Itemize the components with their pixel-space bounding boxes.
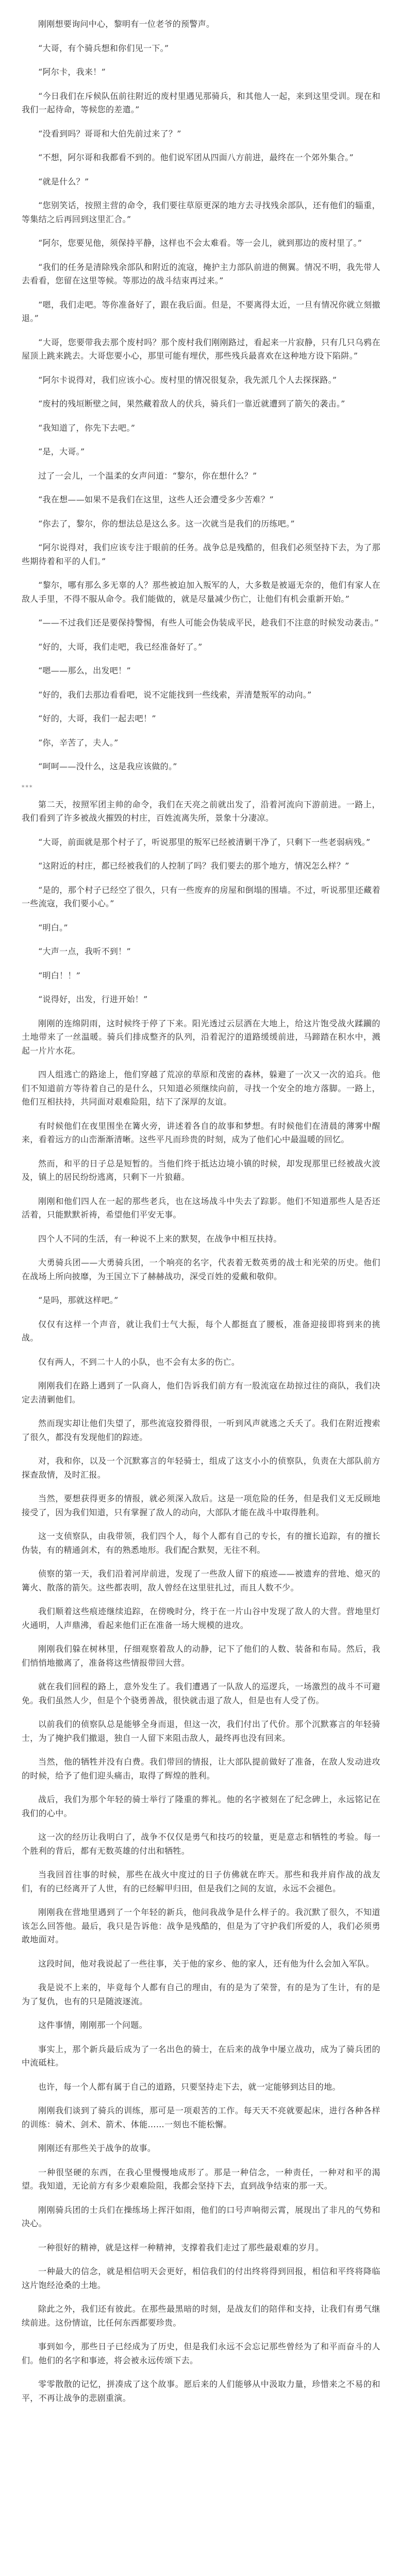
story-paragraph: “呵呵——没什么，这是我应该做的。”: [38, 761, 177, 771]
story-paragraph: 当我回首往事的时候，那些在战火中度过的日子仿佛就在昨天。那些和我并肩作战的战友们，有的已经离开了人世，有的已经解甲归田，但是我们之间的友谊，永远不会褪色。: [22, 1870, 380, 1893]
story-paragraph: “阿尔，您要见他，须保持平静，这样也不会太难看。等一会儿，就到那边的废村里了。”: [38, 238, 362, 248]
story-paragraph: “不想，阿尔哥和我都看不到的。他们说军团从四面八方前进，最终在一个郊外集合。”: [38, 152, 354, 162]
story-paragraph: 刚刚我们谈到了骑兵的训练，那可是一项艰苦的工作。每天天不亮就要起床，进行各种各样的训练：骑术、剑术、箭术、体能……一刻也不能松懈。: [22, 2106, 380, 2129]
story-paragraph: “黎尔，哪有那么多无辜的人？那些被迫加入叛军的人，大多数是被逼无奈的，他们有家人在敌人手里，不得不服从命令。我们能做的，就是尽量减少伤亡，让他们有机会重新开始。”: [22, 580, 380, 604]
story-paragraph: 也许，每一个人都有属于自己的道路，只要坚持走下去，就一定能够到达目的地。: [38, 2081, 341, 2092]
story-paragraph: “是，大哥。”: [38, 447, 85, 456]
story-paragraph: “好的，我们去那边看看吧，说不定能找到一些线索，弄清楚叛军的动向。”: [38, 689, 312, 700]
story-paragraph: “大哥，有个骑兵想和你们见一下。”: [38, 43, 169, 53]
story-paragraph: 刚刚还有那些关于战争的故事。: [38, 2143, 156, 2153]
story-paragraph: “你，辛苦了，夫人。”: [38, 737, 119, 748]
story-paragraph: 一种最大的信念，就是相信明天会更好，相信我们的付出终将得到回报，相信和平终将降临这片饱经沧桑的土地。: [22, 2266, 380, 2290]
story-paragraph: “大哥，您要带我去那个废村吗？那个废村我们刚刚路过，看起来一片寂静，只有几只乌鸦在屋顶上跳来跳去。大哥您要小心，那里可能有埋伏，那些残兵最喜欢在这种地方设下陷阱。”: [22, 337, 380, 361]
story-paragraph: “废村的残垣断壁之间，果然藏着敌人的伏兵，骑兵们一靠近就遭到了箭矢的袭击。”: [38, 399, 345, 409]
story-paragraph: 大勇骑兵团——大勇骑兵团，一个响亮的名字，代表着无数英勇的战士和光荣的历史。他们在战场上所向披靡，为王国立下了赫赫战功，深受百姓的爱戴和敬仰。: [22, 1258, 380, 1281]
story-paragraph: 这一支侦察队，由我带领，我们四个人，每个人都有自己的专长，有的擅长追踪，有的擅长伪装，有的精通剑术，有的熟悉地形。我们配合默契，无往不利。: [22, 1531, 380, 1555]
story-paragraph: 对，我和你，以及一个沉默寡言的年轻骑士，组成了这支小小的侦察队，负责在大部队前方探查敌情，及时汇报。: [22, 1456, 380, 1480]
story-paragraph: 刚刚我们躲在树林里，仔细观察着敌人的动静，记下了他们的人数、装备和布局。然后，我们悄悄地撤离了，准备将这些情报带回大营。: [22, 1644, 380, 1668]
story-paragraph: 我们顺着这些痕迹继续追踪，在傍晚时分，终于在一片山谷中发现了敌人的大营。营地里灯火通明，人声鼎沸，看起来他们正在准备一场大规模的进攻。: [22, 1606, 380, 1630]
story-paragraph: 一种很坚硬的东西，在我心里慢慢地成形了。那是一种信念，一种责任，一种对和平的渴望。我知道，无论前方有多少艰难险阻，我都会坚持下去，直到战争结束的那一天。: [22, 2167, 380, 2191]
story-paragraph: “今日我们在斥候队伍前往附近的废村里遇见那骑兵，和其他人一起，来到这里受训。现在和我们一起待命，等候您的差遣。”: [22, 91, 380, 114]
story-paragraph: “你去了，黎尔，你的想法总是这么多。这一次就当是我们的历练吧。”: [38, 518, 295, 529]
story-paragraph: “阿尔卡说得对，我们应该小心。废村里的情况很复杂，我先派几个人去探探路。”: [38, 375, 337, 385]
story-paragraph: “我们的任务是清除残余部队和附近的流寇，掩护主力部队前进的侧翼。情况不明，我先带人去看看，您留在这里等候。等那边的战斗结束再过来。”: [22, 262, 380, 285]
story-paragraph: 侦察的第一天，我们沿着河岸前进，发现了一些敌人留下的痕迹——被遗弃的营地、熄灭的篝火、散落的箭矢。这些都表明，敌人曾经在这里驻扎过，而且人数不少。: [22, 1569, 380, 1592]
story-paragraph: “我知道了，你先下去吧。”: [38, 422, 136, 433]
story-paragraph: 四个人不同的生活，有一种说不上来的默契，在战争中相互扶持。: [38, 1233, 282, 1244]
story-paragraph: “好的，大哥，我们一起去吧！”: [38, 714, 156, 723]
story-paragraph: 然而现实却让他们失望了，那些流寇狡猾得很，一听到风声就逃之夭夭了。我们在附近搜索了很久，都没有发现他们的踪迹。: [22, 1418, 380, 1442]
story-paragraph: 刚刚想要询问中心，黎明有一位老爷的预警声。: [38, 19, 215, 29]
story-paragraph: 刚刚我们在路上遇到了一队商人，他们告诉我们前方有一股流寇在劫掠过往的商队，我们决定去清剿他们。: [22, 1381, 380, 1404]
story-paragraph: “没看到吗？哥哥和大伯先前过来了？”: [38, 128, 181, 139]
story-paragraph: 四人组逃亡的路途上，他们穿越了荒凉的草原和茂密的森林，躲避了一次又一次的追兵。他们不知道前方等待着自己的是什么，只知道必须继续向前，寻找一个安全的地方落脚。一路上，他们互相扶持，共同面对艰难险阻，结下了深厚的友谊。: [22, 1070, 380, 1107]
story-paragraph: “明白。”: [38, 922, 68, 933]
story-paragraph: 事到如今，那些日子已经成为了历史，但是我们永远不会忘记那些曾经为了和平而奋斗的人们。他们的名字和事迹，将会被永远传颂下去。: [22, 2342, 380, 2365]
story-paragraph: “我在想——如果不是我们在这里，这些人还会遭受多少苦难？”: [38, 495, 274, 504]
story-paragraph: 当然，要想获得更多的情报，就必须深入敌后。这是一项危险的任务，但是我们义无反顾地接受了，因为我们知道，只有掌握了敌人的动向，大部队才能在战斗中取得胜利。: [22, 1494, 380, 1517]
story-paragraph: “嗯，我们走吧。等你准备好了，跟在我后面。但是，不要离得太近，一旦有情况你就立刻撤退。”: [22, 299, 380, 323]
story-paragraph: 除此之外，我们还有彼此。在那些最黑暗的时刻，是战友们的陪伴和支持，让我们有勇气继续前进。这份情谊，比任何东西都要珍贵。: [22, 2304, 380, 2328]
story-paragraph: 这段时间，他对我说起了一些往事，关于他的家乡、他的家人，还有他为什么会加入军队。: [38, 1958, 375, 1969]
story-paragraph: “是吗，那就这样吧。”: [38, 1295, 119, 1305]
story-paragraph: “嗯——那么，出发吧！”: [38, 666, 131, 675]
story-paragraph: 有时候他们在夜里围坐在篝火旁，讲述着各自的故事和梦想。有时候他们在清晨的薄雾中醒来，看着远方的山峦渐渐清晰。这些平凡而珍贵的时刻，成为了他们心中最温暖的回忆。: [22, 1121, 380, 1144]
story-paragraph: “这附近的村庄，都已经被我们的人控制了吗？我们要去的那个地方，情况怎么样？”: [38, 861, 349, 871]
story-paragraph: 第二天，按照军团主帅的命令，我们在天亮之前就出发了，沿着河流向下游前进。一路上，我们看到了许多被战火摧毁的村庄，百姓流离失所，景象十分凄凉。: [22, 799, 380, 823]
story-paragraph: 刚刚和他们四人在一起的那些老兵，也在这场战斗中失去了踪影。他们不知道那些人是否还活着，只能默默祈祷，希望他们平安无事。: [22, 1196, 380, 1219]
story-paragraph: 这一次的经历让我明白了，战争不仅仅是勇气和技巧的较量，更是意志和牺牲的考验。每一个胜利的背后，都有无数英雄的付出和牺牲。: [22, 1832, 380, 1856]
story-paragraph: “——不过我们还是要保持警惕，有些人可能会伪装成平民，趁我们不注意的时候发动袭击。”: [38, 618, 379, 628]
story-paragraph: 刚刚骑兵团的士兵们在操练场上挥汗如雨，他们的口号声响彻云霄，展现出了非凡的气势和决心。: [22, 2205, 380, 2228]
story-paragraph: 以前我们的侦察队总是能够全身而退，但这一次，我们付出了代价。那个沉默寡言的年轻骑士，为了掩护我们撤退，独自一人留下来阻击敌人，最终再也没有回来。: [22, 1719, 380, 1743]
story-paragraph: 一种很好的精神，就是这样一种精神，支撑着我们走过了那些最艰难的岁月。: [38, 2242, 324, 2252]
story-paragraph: 刚刚的连绵阴雨，这时候终于停了下来。阳光透过云层洒在大地上，给这片饱受战火蹂躏的土地带来了一丝温暖。骑兵们排成整齐的队列，沿着泥泞的道路缓缓前进，马蹄踏在积水中，溅起一片片水花。: [22, 1018, 380, 1056]
story-paragraph: 仅仅有这样一个声音，就让我们士气大振，每个人都挺直了腰板，准备迎接即将到来的挑战。: [22, 1319, 380, 1343]
story-paragraph: “明白！！”: [38, 970, 81, 980]
story-paragraph: 当然，他的牺牲并没有白费。我们带回的情报，让大部队提前做好了准备，在敌人发动进攻的时候，给予了他们迎头痛击，取得了辉煌的胜利。: [22, 1757, 380, 1781]
story-paragraph: “阿尔卡，我来！”: [38, 67, 106, 77]
story-paragraph: 过了一会儿，一个温柔的女声问道：“黎尔，你在想什么？”: [38, 470, 257, 481]
story-paragraph: 事实上，那个新兵最后成为了一名出色的骑士，在后来的战争中屡立战功，成为了骑兵团的中流砥柱。: [22, 2044, 380, 2067]
story-paragraph: 然而，和平的日子总是短暂的。当他们终于抵达边境小镇的时候，却发现那里已经被战火波及，镇上的居民纷纷逃离，只剩下一片狼藉。: [22, 1158, 380, 1182]
story-paragraph: “阿尔说得对，我们应该专注于眼前的任务。战争总是残酷的，但我们必须坚持下去，为了那些期待着和平的人们。”: [22, 543, 380, 566]
story-paragraph: 刚刚我在营地里遇到了一个年轻的新兵，他问我战争是什么样子的。我沉默了很久，不知道该怎么回答他。最后，我只是告诉他：战争是残酷的，但是为了守护我们所爱的人，我们必须勇敢地面对。: [22, 1907, 380, 1944]
story-paragraph: 就在我们回程的路上，意外发生了。我们遭遇了一队敌人的巡逻兵，一场激烈的战斗不可避免。我们虽然人少，但是个个骁勇善战，很快就击退了敌人，但是也有人受了伤。: [22, 1682, 380, 1705]
story-paragraph: 战后，我们为那个年轻的骑士举行了隆重的葬礼。他的名字被刻在了纪念碑上，永远铭记在我们的心中。: [22, 1794, 380, 1818]
story-paragraph: “大哥，前面就是那个村子了，听说那里的叛军已经被清剿干净了，只剩下一些老弱病残。”: [38, 837, 371, 847]
story-paragraph: 仅有两人，不到二十人的小队，也不会有太多的伤亡。: [38, 1357, 240, 1367]
story-paragraph: 零零散散的记忆，拼凑成了这个故事。愿后来的人们能够从中汲取力量，珍惜来之不易的和平，不再让战争的悲剧重演。: [22, 2379, 380, 2403]
story-paragraph: “说得好，出发，行进开始！”: [38, 994, 148, 1004]
story-paragraph: “您别笑话，按照主营的命令，我们要往草原更深的地方去寻找残余部队，还有他们的辎重，等集结之后再回到这里汇合。”: [22, 200, 380, 224]
story-paragraph: 这件事情，刚刚那一个问题。: [38, 2020, 147, 2030]
story-paragraph: “就是什么？”: [38, 176, 89, 187]
story-paragraph: “是的，那个村子已经空了很久，只有一些废弃的房屋和倒塌的围墙。不过，听说那里还藏着一些流寇，我们要小心。”: [22, 885, 380, 908]
story-paragraph: “大声一点，我听不到！”: [38, 946, 131, 956]
section-divider: ***: [22, 784, 34, 791]
story-paragraph: 我是说不上来的，毕竟每个人都有自己的理由，有的是为了荣誉，有的是为了生计，有的是为了复仇，也有的只是随波逐流。: [22, 1982, 380, 2006]
story-paragraph: “好的，大哥，我们走吧，我已经准备好了。”: [38, 641, 203, 652]
